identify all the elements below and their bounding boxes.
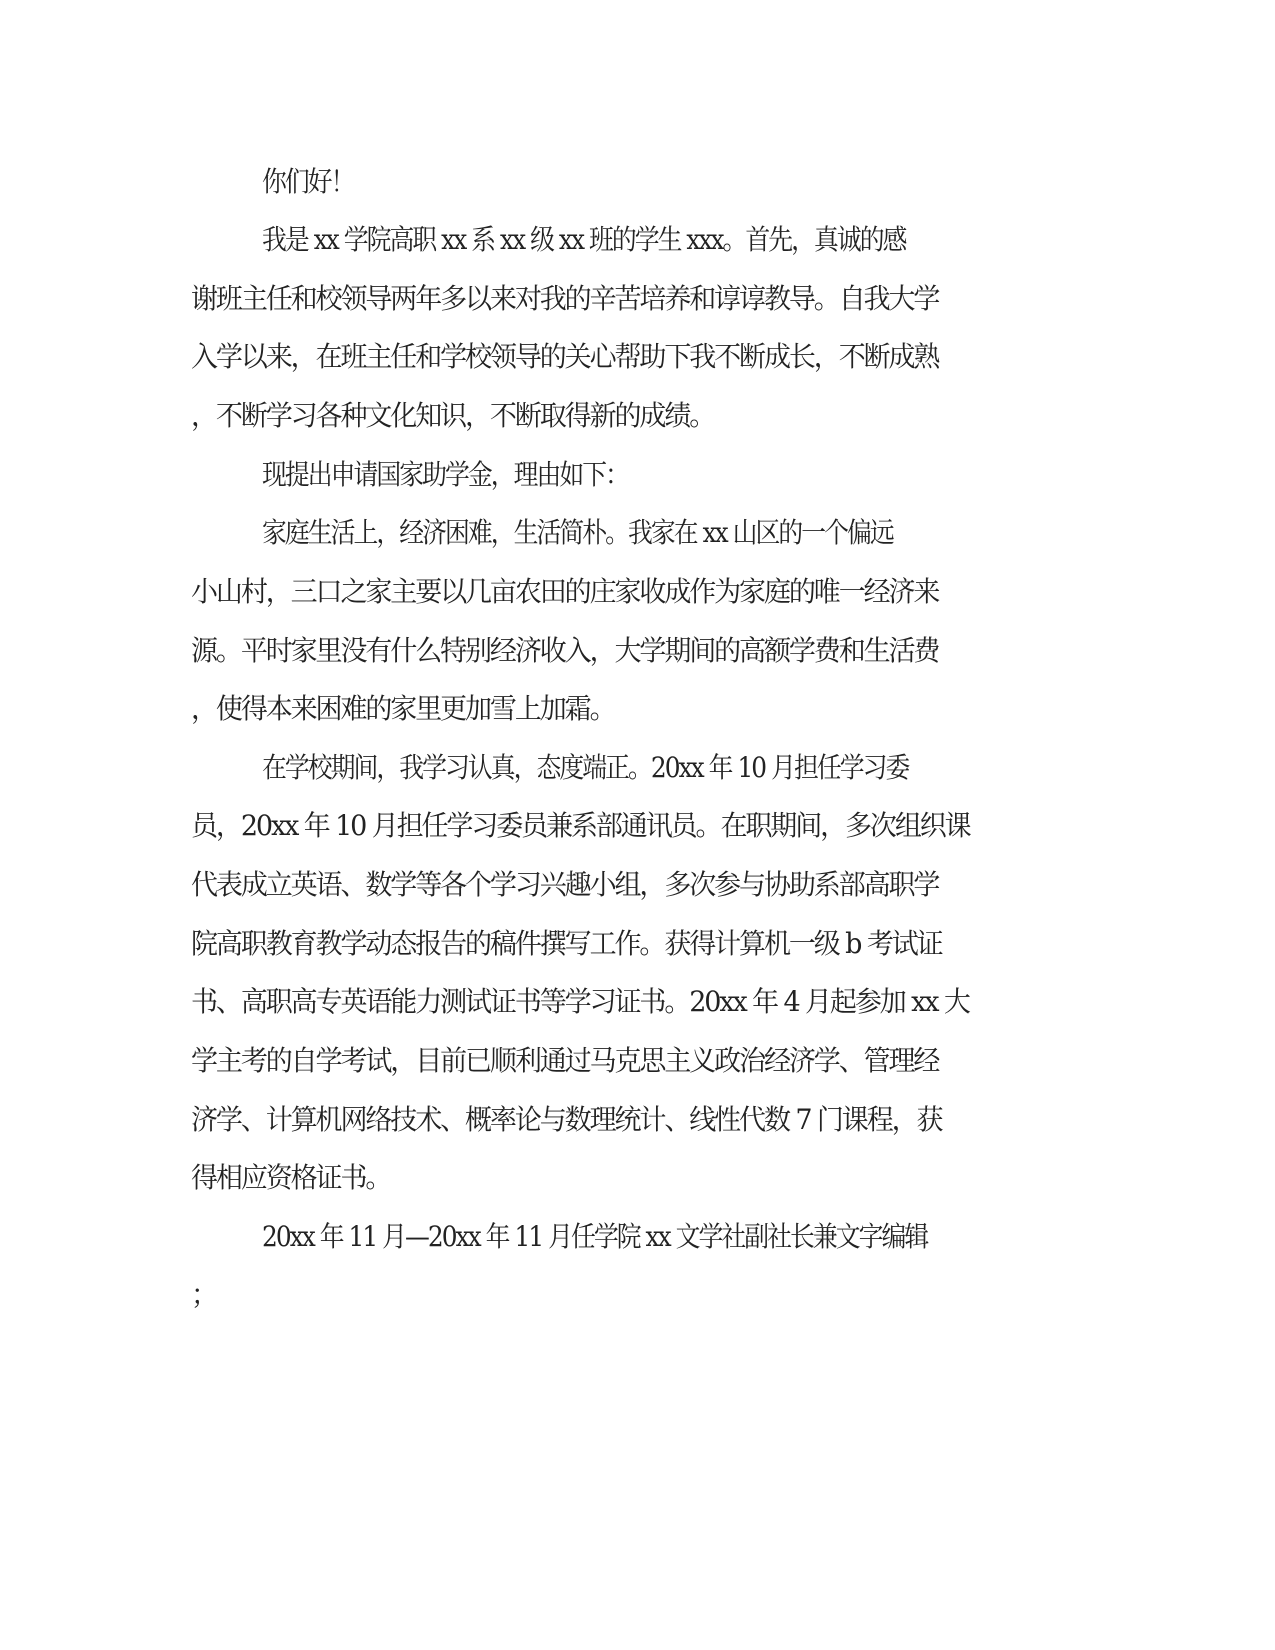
text-line: 代表成立英语、数学等各个学习兴趣小组，多次参与协助系部高职学 bbox=[191, 868, 939, 901]
text-line: 小山村，三口之家主要以几亩农田的庄家收成作为家庭的唯一经济来 bbox=[191, 575, 939, 608]
greeting-line: 你们好！ bbox=[262, 165, 354, 198]
text-line: 院高职教育教学动态报告的稿件撰写工作。获得计算机一级 b 考试证 bbox=[191, 927, 942, 960]
text-line: 谢班主任和校领导两年多以来对我的辛苦培养和谆谆教导。自我大学 bbox=[191, 282, 939, 315]
text-line: 入学以来，在班主任和学校领导的关心帮助下我不断成长，不断成熟 bbox=[191, 340, 939, 373]
text-line: 在学校期间，我学习认真，态度端正。20xx 年 10 月担任学习委 bbox=[262, 751, 909, 784]
text-line: 学主考的自学考试，目前已顺利通过马克思主义政治经济学、管理经 bbox=[191, 1044, 939, 1077]
text-line: 员，20xx 年 10 月担任学习委员兼系部通讯员。在职期间，多次组织课 bbox=[191, 809, 970, 842]
text-line: 得相应资格证书。 bbox=[191, 1161, 391, 1194]
text-line: 源。平时家里没有什么特别经济收入，大学期间的高额学费和生活费 bbox=[191, 634, 939, 667]
text-line: ； bbox=[191, 1278, 216, 1311]
text-line: 济学、计算机网络技术、概率论与数理统计、线性代数 7 门课程，获 bbox=[191, 1103, 942, 1136]
text-line: 现提出申请国家助学金，理由如下： bbox=[262, 458, 629, 491]
text-line: 家庭生活上，经济困难，生活简朴。我家在 xx 山区的一个偏远 bbox=[262, 516, 893, 549]
text-line: ，使得本来困难的家里更加雪上加霜。 bbox=[191, 692, 615, 725]
text-line: 20xx 年 11 月—20xx 年 11 月任学院 xx 文学社副社长兼文字编辑 bbox=[262, 1220, 928, 1253]
text-line: 我是 xx 学院高职 xx 系 xx 级 xx 班的学生 xxx。首先，真诚的感 bbox=[262, 223, 906, 256]
text-line: ，不断学习各种文化知识，不断取得新的成绩。 bbox=[191, 399, 715, 432]
text-line: 书、高职高专英语能力测试证书等学习证书。20xx 年 4 月起参加 xx 大 bbox=[191, 985, 969, 1018]
